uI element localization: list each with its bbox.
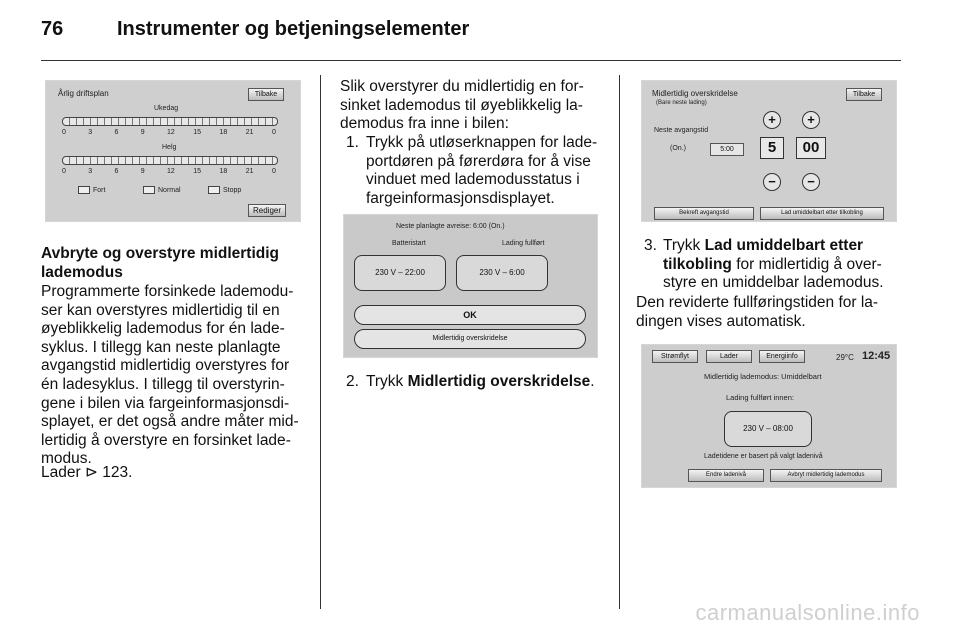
header-rule <box>41 60 901 61</box>
screen3-immediate-button: Lad umiddelbart etter tilkobling <box>760 207 884 220</box>
schedule-tick-label: 21 <box>245 129 254 136</box>
screen1-legend-fast: Fort <box>78 186 105 194</box>
screen3-time: 5:00 <box>710 143 744 156</box>
tab-charger: Lader <box>706 350 752 363</box>
screen2-title: Neste planlagte avreise: 6:00 (On.) <box>396 223 505 230</box>
col2-intro: Slik overstyrer du midlertidig en forsinket lademodus til øyeblikkelig lademodus fra inne i bilen: <box>340 78 584 133</box>
step1-text: Trykk på utløserknappen for ladeportdøren på førerdøra for å vise vinduet med lademodusstatus i fargeinformasjonsdisplayet. <box>366 134 598 207</box>
schedule-tick-label: 3 <box>88 168 93 175</box>
tab-energy-info: Energiinfo <box>759 350 805 363</box>
screen2-ok-button: OK <box>354 305 586 325</box>
schedule-tick-label: 15 <box>193 168 202 175</box>
hour-minus-icon: − <box>763 173 781 191</box>
screen3-back-button: Tilbake <box>846 88 882 101</box>
tab-power-flow: Strømflyt <box>652 350 698 363</box>
schedule-tick-label: 15 <box>193 129 202 136</box>
screen4-mode: Midlertidig lademodus: Umiddelbart <box>704 372 822 381</box>
schedule-tick-label: 9 <box>140 168 145 175</box>
schedule-tick-label: 6 <box>114 129 119 136</box>
screen3-confirm-button: Bekreft avgangstid <box>654 207 754 220</box>
screen-charge-status <box>343 214 598 358</box>
screen3-next-departure: Neste avgangstid <box>654 127 709 134</box>
schedule-tick-label: 9 <box>140 129 145 136</box>
step1-number: 1. <box>346 134 359 151</box>
schedule-tick-label: 18 <box>219 168 228 175</box>
schedule-tick-label: 21 <box>245 168 254 175</box>
screen1-weekday-label: Ukedag <box>154 105 179 112</box>
screen2-start-label: Batteristart <box>392 240 426 247</box>
screen1-holiday-bar <box>62 156 278 165</box>
screen2-done-value: 230 V – 6:00 <box>456 255 548 291</box>
schedule-tick-label: 0 <box>62 129 66 136</box>
schedule-tick-label: 18 <box>219 129 228 136</box>
screen3-day: (On.) <box>670 145 686 152</box>
screen2-start-value: 230 V – 22:00 <box>354 255 446 291</box>
col1-paragraph: Programmerte forsinkede lademoduser kan overstyres midlertidig til en øyeblikkelig lademodus for én ladesyklus. I tillegg kan neste planlagte avgangstid midlertidig overstyres for én ladesyklus. I tillegg til overstyringene i bilen via fargeinformasjonsdisplayet, er det også andre måter midlertidig å overstyre en forsinket lademodus. <box>41 283 299 468</box>
step2-text: Trykk Midlertidig overskridelse. <box>366 373 595 390</box>
section-heading: Avbryte og overstyre midlertidig lademodus <box>41 245 280 281</box>
hour-plus-icon: + <box>763 111 781 129</box>
screen4-temperature: 29°C <box>836 353 854 362</box>
screen2-done-label: Lading fullført <box>502 240 545 247</box>
screen4-cancel-button: Avbryt midlertidig lademodus <box>770 469 882 482</box>
arrow-reference-icon: ⊳ <box>84 464 98 481</box>
page-number: 76 <box>41 18 64 40</box>
screen-annual-schedule <box>45 80 301 222</box>
schedule-tick-label: 3 <box>88 129 93 136</box>
screen4-note: Ladetidene er basert på valgt ladenivå <box>704 453 823 460</box>
schedule-tick-label: 12 <box>167 129 175 136</box>
screen4-done-in: Lading fullført innen: <box>726 393 794 402</box>
screen1-legend-normal: Normal <box>143 186 181 194</box>
screen1-weekday-bar <box>62 117 278 126</box>
screen3-subtitle: (Bare neste lading) <box>656 100 707 106</box>
step3-text: Trykk Lad umiddelbart etter tilkobling for midlertidig å overstyre en umiddelbar lademodus. <box>663 237 884 292</box>
schedule-tick-label: 12 <box>167 168 175 175</box>
screen4-value: 230 V – 08:00 <box>724 411 812 447</box>
screen-temporary-override <box>641 80 897 222</box>
screen3-hour-digit: 5 <box>760 137 784 159</box>
minute-minus-icon: − <box>802 173 820 191</box>
screen1-legend-stop: Stopp <box>208 186 241 194</box>
watermark: carmanualsonline.info <box>695 600 920 625</box>
schedule-tick-label: 0 <box>272 168 276 175</box>
screen-immediate-mode <box>641 344 897 488</box>
screen3-minute-digit: 00 <box>796 137 826 159</box>
cross-reference: Lader ⊳ 123. <box>41 464 133 481</box>
screen1-edit-button: Rediger <box>248 204 286 217</box>
screen2-override-button: Midlertidig overskridelse <box>354 329 586 349</box>
schedule-tick-label: 0 <box>62 168 66 175</box>
screen1-back-button: Tilbake <box>248 88 284 101</box>
screen1-weekday-ticks <box>62 129 278 139</box>
step2-number: 2. <box>346 373 359 390</box>
schedule-tick-label: 0 <box>272 129 276 136</box>
step3-number: 3. <box>644 237 657 254</box>
screen4-clock: 12:45 <box>862 350 891 362</box>
col3-paragraph: Den reviderte fullføringstiden for ladingen vises automatisk. <box>636 294 879 330</box>
schedule-tick-label: 6 <box>114 168 119 175</box>
screen3-title: Midlertidig overskridelse <box>652 89 738 98</box>
minute-plus-icon: + <box>802 111 820 129</box>
screen1-holiday-ticks <box>62 168 278 178</box>
page-title: Instrumenter og betjeningselementer <box>117 18 470 40</box>
screen1-title: Årlig driftsplan <box>58 89 109 98</box>
screen1-holiday-label: Helg <box>162 144 177 151</box>
column-divider-1 <box>320 75 321 609</box>
column-divider-2 <box>619 75 620 609</box>
screen4-change-level-button: Endre ladenivå <box>688 469 764 482</box>
